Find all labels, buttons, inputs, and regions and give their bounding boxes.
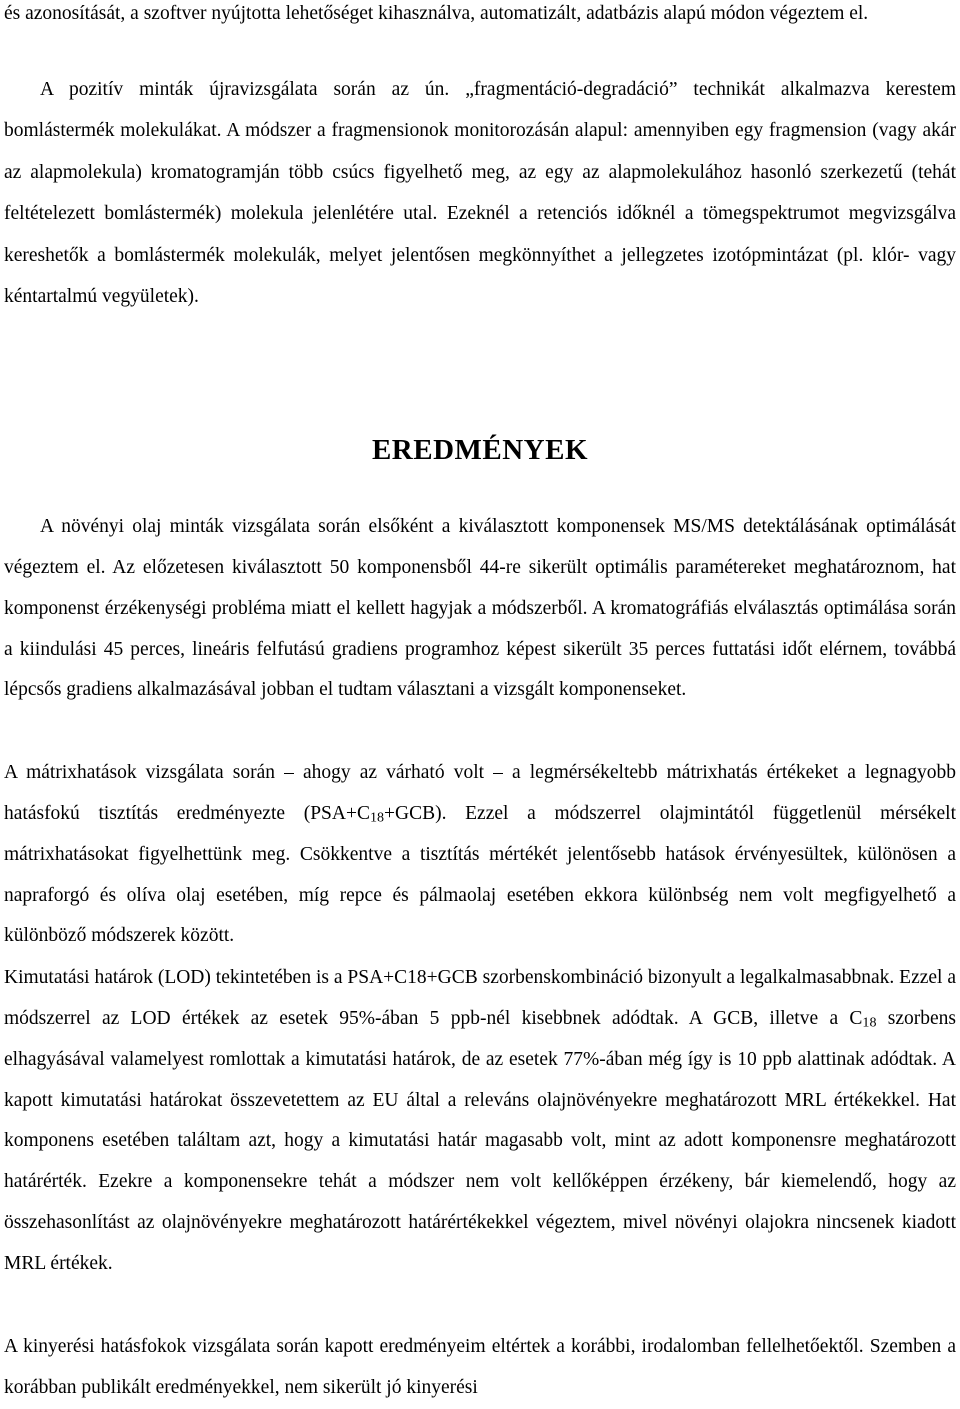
results-paragraph-1: A növényi olaj minták vizsgálata során elsőként a kiválasztott komponensek MS/MS detektálásának optimálását végeztem el. Az előzetesen kiválasztott 50 komponensből 44-re sikerült optimális paramétereket meghatároznom, hat komponenst érzékenységi probléma miatt el kellett hagyjak a módszerből. A kromatográfiás elválasztás optimálása során a kiindulási 45 perces, lineáris felfutású gradiens programhoz képest sikerült 35 perces futtatási időt elérnem, továbbá lépcsős gradiens alkalmazásával jobban el tudtam választani a vizsgált komponenseket. xyxy=(4,516,956,701)
c18-subscript: 18 xyxy=(369,809,384,826)
section-heading: EREDMÉNYEK xyxy=(371,434,589,466)
results-paragraph-3-text-a: Kimutatási határok (LOD) tekintetében is a PSA+C18+GCB szorbenskombináció bizonyult a legalkalmasabbnak. Ezzel a módszerrel az LOD értékek az esetek 95%-ában 5 ppb-nél kisebbnek adódtak. A GCB, illetve a C xyxy=(4,967,956,1029)
results-paragraph-2-text-a: A mátrixhatások vizsgálata során – ahogy az várható volt – a legmérsékeltebb mátrixhatás értékeket a legnagyobb hatásfokú tisztítás eredményezte (PSA+C xyxy=(4,762,956,824)
results-paragraph-2 xyxy=(4,753,956,957)
intro-paragraph-2: A pozitív minták újravizsgálata során az ún. „fragmentáció-degradáció” technikát alkalmazva kerestem bomlástermék molekulákat. A módszer a fragmensionok monitorozásán alapul: amennyiben egy fragmension (vagy akár az alapmolekula) kromatogramján több csúcs figyelhető meg, az egy az alapmolekulához hasonló szerkezetű (tehát feltételezett bomlástermék) molekula jelenlétére utal. Ezeknél a retenciós időknél a tömegspektrumot megvizsgálva kereshetők a bomlástermék molekulák, melyet jelentősen megkönnyíthet a jellegzetes izotópmintázat (pl. klór- vagy kéntartalmú vegyületek). xyxy=(4,79,956,308)
c18-subscript: 18 xyxy=(862,1014,877,1031)
intro-paragraph-1: és azonosítását, a szoftver nyújtotta lehetőséget kihasználva, automatizált, adatbázis alapú módon végeztem el. xyxy=(4,3,869,24)
results-paragraph-2-text-b: +GCB). Ezzel a módszerrel olajmintától függetlenül mérsékelt mátrixhatásokat figyelhettünk meg. Csökkentve a tisztítás mértékét jelentősebb hatások érvényesültek, különösen a napraforgó és olíva olaj esetében, míg repce és pálmaolaj esetében ekkora különbség nem volt megfigyelhető a különböző módszerek között. xyxy=(4,802,956,947)
results-paragraph-3 xyxy=(4,958,956,1285)
results-paragraph-4: A kinyerési hatásfokok vizsgálata során kapott eredményeim eltértek a korábbi, irodalomban fellelhetőektől. Szemben a korábban publikált eredményekkel, nem sikerült jó kinyerési xyxy=(4,1336,956,1398)
results-paragraph-3-text-b: szorbens elhagyásával valamelyest romlottak a kimutatási határok, de az esetek 77%-ában még így is 10 ppb alattinak adódtak. A kapott kimutatási határokat összevetettem az EU által a releváns olajnövényekre meghatározott MRL értékekkel. Hat komponens esetében találtam azt, hogy a kimutatási határ magasabb volt, mint az adott komponensre meghatározott határérték. Ezekre a komponensekre tehát a módszer nem volt kellőképpen érzékeny, bár kiemelendő, hogy az összehasonlítást az olajnövényekre meghatározott határértékekkel végeztem, mivel növényi olajokra nincsenek kiadott MRL értékek. xyxy=(4,1007,956,1274)
